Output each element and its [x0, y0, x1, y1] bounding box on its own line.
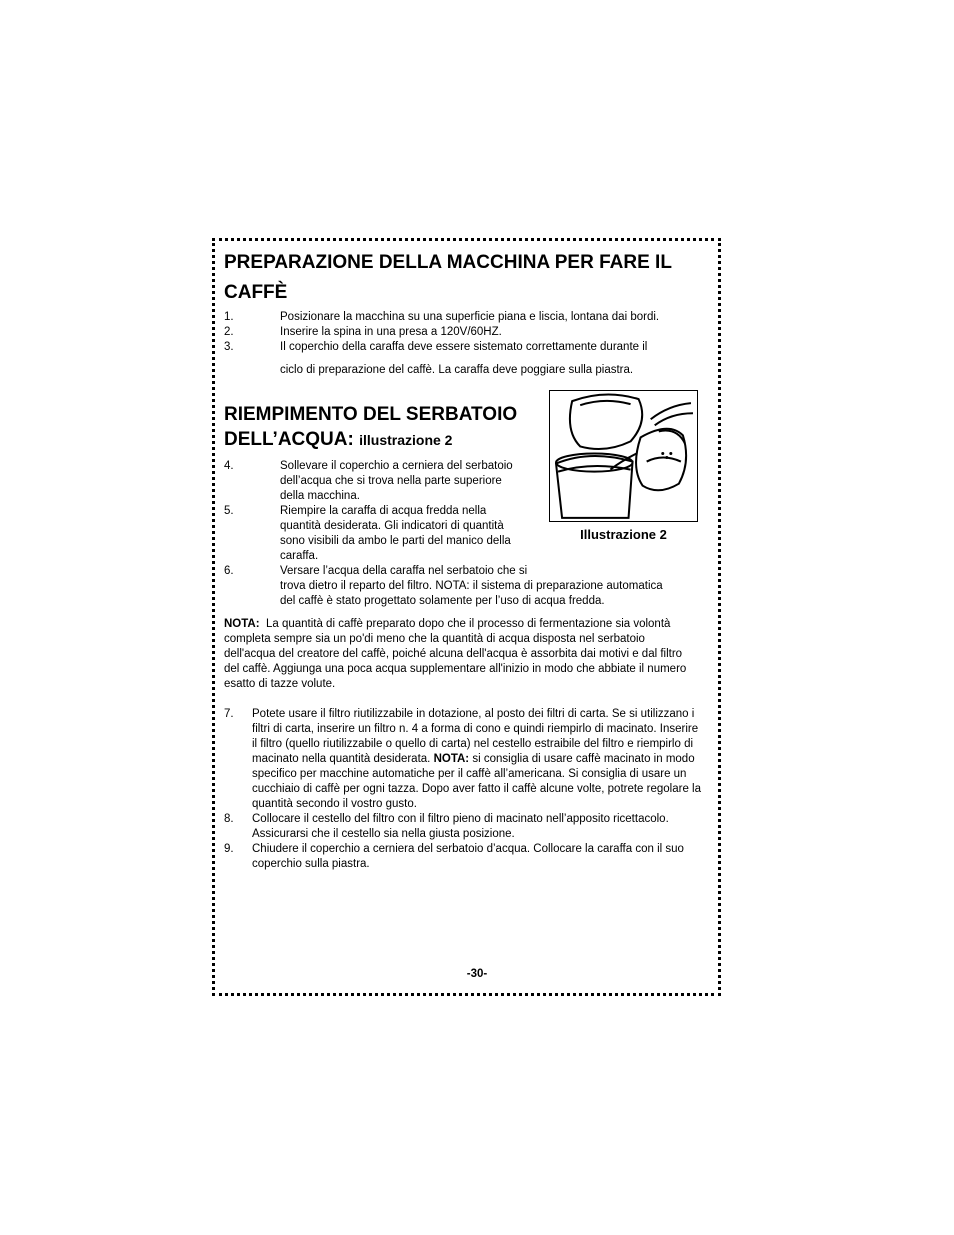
- list-item: [224, 842, 702, 872]
- list-item: [224, 564, 702, 609]
- item-number: 8.: [224, 813, 234, 825]
- list-item: [224, 325, 702, 340]
- item-text: [252, 707, 702, 812]
- item-number: 5.: [224, 505, 234, 517]
- item-text: ciclo di preparazione del caffè. La caraffa deve poggiare sulla piastra.: [280, 364, 634, 376]
- item-line: trova dietro il reparto del filtro. NOTA: il sistema di preparazione automatica: [280, 580, 663, 592]
- item-text: Inserire la spina in una presa a 120V/60HZ.: [280, 326, 502, 338]
- section1-title-line1: PREPARAZIONE DELLA MACCHINA PER FARE IL: [224, 252, 672, 273]
- section2-title-line2: DELL’ACQUA:: [224, 429, 354, 450]
- item-number: 3.: [224, 341, 234, 353]
- item-text: Collocare il cestello del filtro con il filtro pieno di macinato nell’apposito ricettacolo. Assicurarsi che il cestello sia nella giusta posizione.: [252, 813, 669, 840]
- item-line: Riempire la caraffa di acqua fredda nella: [280, 505, 487, 517]
- list-item: [224, 812, 702, 842]
- list-item: [224, 707, 702, 812]
- carafe-pouring-illustration: [550, 391, 697, 521]
- item-line: Sollevare il coperchio a cerniera del serbatoio: [280, 460, 513, 472]
- list-item: [224, 363, 702, 378]
- item-line: della macchina.: [280, 490, 360, 502]
- page-content: [224, 245, 702, 872]
- item-number: 6.: [224, 565, 234, 577]
- section1-title: [224, 248, 702, 308]
- item-line: caraffa.: [280, 550, 319, 562]
- note-label: NOTA:: [224, 618, 260, 630]
- item-text: [280, 564, 702, 609]
- item-text-after: si consiglia di usare caffè macinato in modo specifico per macchine automatiche per il caffè all’americana. Si consiglia di usare un cucchiaio di caffè per ogni tazza. Dopo aver fatto il caffè alcune volte, potrete regolare la quantità secondo il vostro gusto.: [252, 753, 701, 810]
- item-number: 7.: [224, 708, 234, 720]
- item-line: dell’acqua che si trova nella parte superiore: [280, 475, 502, 487]
- item-line: sono visibili da ambo le parti del manico della: [280, 535, 511, 547]
- note-paragraph: [224, 617, 702, 692]
- list-item: [224, 340, 702, 355]
- item-number: 2.: [224, 326, 234, 338]
- item-text: Chiudere il coperchio a cerniera del serbatoio d’acqua. Collocare la caraffa con il suo coperchio sulla piastra.: [252, 843, 684, 870]
- item-number: 1.: [224, 311, 234, 323]
- item-text-before: Potete usare il filtro riutilizzabile in dotazione, al posto dei filtri di carta. Se si utilizzano i filtri di carta, inserire un filtro n. 4 a forma di cono e quindi riempirlo di macinato. Inserire il filtro (quello riutilizzabile o quello di carta) nel cestello estraibile del filtro e riempirlo di macinato nella quantità desiderata.: [252, 708, 699, 765]
- illustration-figure: [549, 390, 698, 522]
- section2-title-sub: illustrazione 2: [359, 432, 453, 448]
- item-bold-note: NOTA:: [433, 753, 470, 765]
- note-text: La quantità di caffè preparato dopo che il processo di fermentazione sia volontà completa sempre sia un po'di meno che la quantità di acqua disposta nel serbatoio dell'acqua del creatore del caffè, poiché alcuna dell'acqua è assorbita dai motivi e dal filtro del caffè. Aggiunga una poca acqua supplementare all'inizio in modo che abbiate il numero esatto di tazze volute.: [224, 618, 687, 690]
- item-line: Versare l’acqua della caraffa nel serbatoio che si: [280, 565, 528, 577]
- section2-title-line1: RIEMPIMENTO DEL SERBATOIO: [224, 404, 518, 425]
- item-text: Il coperchio della caraffa deve essere sistemato correttamente durante il: [280, 341, 648, 353]
- item-line: quantità desiderata. Gli indicatori di quantità: [280, 520, 504, 532]
- list-item: [224, 310, 702, 325]
- item-number: 9.: [224, 843, 234, 855]
- section1-title-line2: CAFFÈ: [224, 282, 288, 303]
- page-number: -30-: [466, 968, 488, 980]
- item-line: del caffè è stato progettato solamente per l’uso di acqua fredda.: [280, 595, 605, 607]
- figure-caption: Illustrazione 2: [580, 527, 667, 542]
- item-number: 4.: [224, 460, 234, 472]
- item-text: Posizionare la macchina su una superficie piana e liscia, lontana dai bordi.: [280, 311, 660, 323]
